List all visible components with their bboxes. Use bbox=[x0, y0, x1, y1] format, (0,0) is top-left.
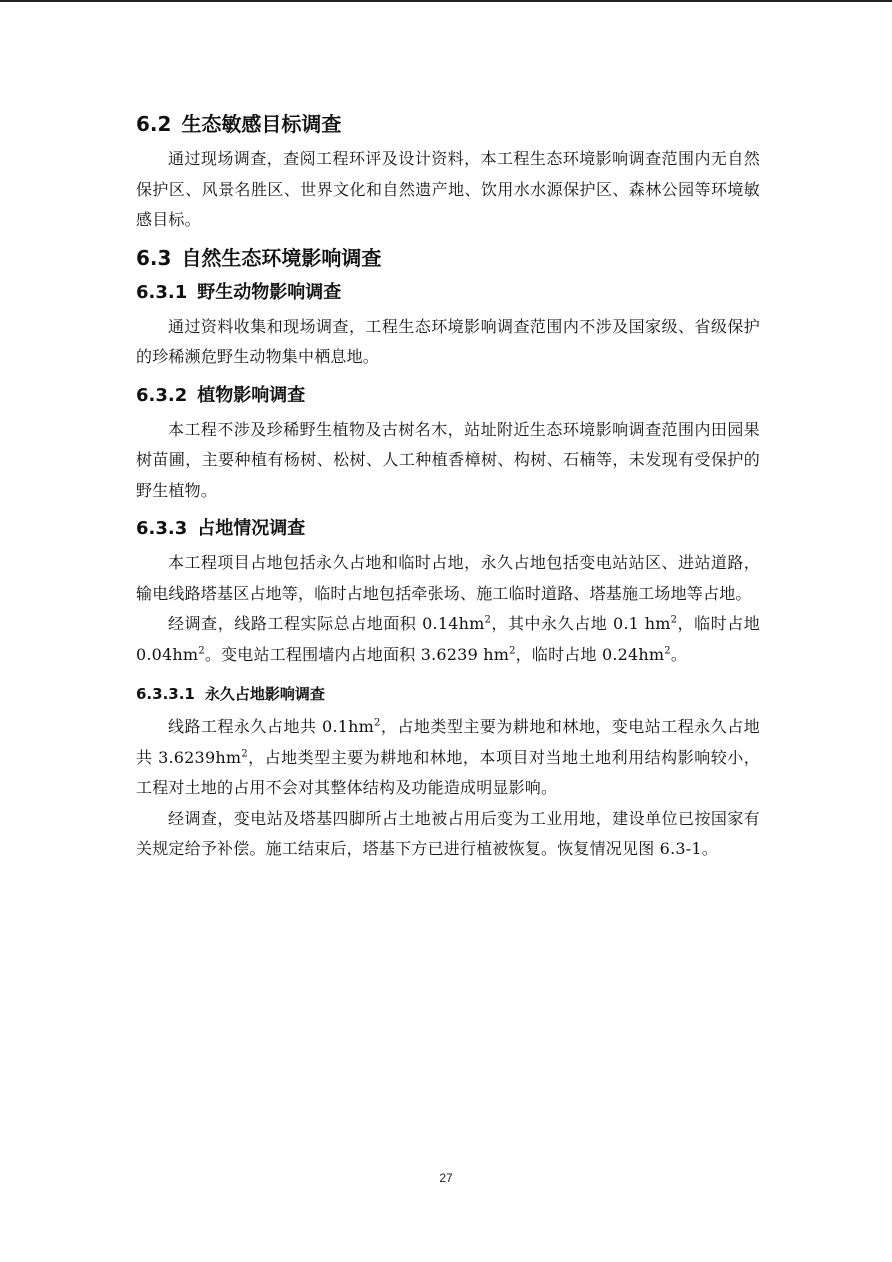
paragraph: 通过现场调查，查阅工程环评及设计资料，本工程生态环境影响调查范围内无自然保护区、风景名胜区、世界文化和自然遗产地、饮用水水源保护区、森林公园等环境敏感目标。 bbox=[136, 149, 760, 229]
heading-title: 植物影响调查 bbox=[197, 384, 306, 406]
paragraph: 本工程不涉及珍稀野生植物及古树名木，站址附近生态环境影响调查范围内田园果树苗圃，主要种植有杨树、松树、人工种植香樟树、构树、石楠等，未发现有受保护的野生植物。 bbox=[136, 419, 760, 500]
paragraph-permanent-land: 线路工程永久占地共 $0.1hm^2$，占地类型主要为耕地和林地，变电站工程永久占地共 $3.6239hm^2$，占地类型主要为耕地和林地，本项目对当地土地利用结构影响较小，工程对土地的占用不会对其整体结构及功能造成明显影响。 bbox=[136, 717, 761, 797]
top-border-rule bbox=[0, 0, 892, 2]
heading-title: 自然生态环境影响调查 bbox=[181, 245, 382, 270]
heading-title: 永久占地影响调查 bbox=[204, 685, 325, 703]
heading-6-3-3 bbox=[136, 514, 760, 544]
heading-6-2 bbox=[136, 108, 760, 140]
heading-title: 占地情况调查 bbox=[197, 518, 306, 539]
heading-number: 6.2 bbox=[136, 112, 172, 136]
heading-number: 6.3.3.1 bbox=[136, 685, 195, 703]
heading-title: 野生动物影响调查 bbox=[197, 281, 342, 303]
heading-6-3-2 bbox=[136, 381, 760, 411]
heading-number: 6.3.2 bbox=[136, 384, 188, 406]
heading-title: 生态敏感目标调查 bbox=[181, 112, 342, 136]
paragraph: 本工程项目占地包括永久占地和临时占地，永久占地包括变电站站区、进站道路，输电线路塔基区占地等，临时占地包括牵张场、施工临时道路、塔基施工场地等占地。 bbox=[136, 553, 760, 603]
heading-number: 6.3.1 bbox=[136, 281, 188, 303]
heading-6-3-3-1 bbox=[136, 680, 760, 708]
heading-number: 6.3 bbox=[136, 245, 172, 270]
heading-6-3 bbox=[136, 242, 760, 274]
paragraph: 通过资料收集和现场调查，工程生态环境影响调查范围内不涉及国家级、省级保护的珍稀濒危野生动物集中栖息地。 bbox=[136, 316, 760, 366]
paragraph-area-summary: 经调查，线路工程实际总占地面积 $0.14hm^2$，其中永久占地 0.1 $hm^2$，临时占地 $0.04hm^2$。变电站工程围墙内占地面积 3.6239 $hm^2$，临时占地 $0.24hm^2$。 bbox=[136, 614, 760, 664]
heading-number: 6.3.3 bbox=[136, 518, 188, 539]
document-body bbox=[136, 108, 760, 865]
paragraph: 经调查，变电站及塔基四脚所占土地被占用后变为工业用地，建设单位已按国家有关规定给予补偿。施工结束后，塔基下方已进行植被恢复。恢复情况见图 6.3-1。 bbox=[136, 808, 760, 858]
heading-6-3-1 bbox=[136, 278, 760, 308]
page-number: 27 bbox=[439, 1171, 453, 1185]
